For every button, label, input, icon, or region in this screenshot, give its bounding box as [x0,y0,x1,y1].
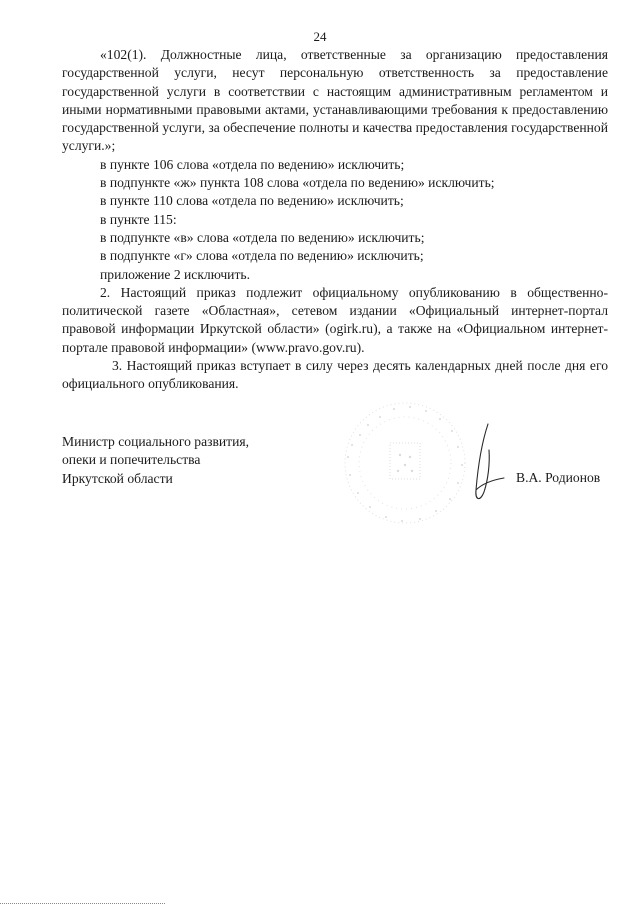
list-item: в подпункте «ж» пункта 108 слова «отдела по ведению» исключить; [100,175,495,191]
list-item: в подпункте «в» слова «отдела по ведению» исключить; [100,229,425,245]
official-seal-stamp [330,395,480,530]
signature-title-line: опеки и попечительства [62,452,201,468]
signature-title [62,433,249,488]
clause-3: 3. Настоящий приказ вступает в силу через десять календарных дней после дня его официального опубликования. [62,358,608,392]
signature-title-line: Иркутской области [62,470,173,486]
paragraph-102-1: «102(1). Должностные лица, ответственные за организацию предоставления государственной услуги, несут персональную ответственность за предоставление государственной услуги в соответствии с настоящим административным регламентом и иными нормативными правовыми актами, устанавливающими требования к предоставлению государственной услуги, за обеспечение полноты и качества предоставления государственной услуги.»; [62,47,608,154]
handwritten-signature [460,420,510,510]
signer-name: В.А. Родионов [516,470,601,485]
list-item: в пункте 106 слова «отдела по ведению» исключить; [100,156,405,172]
clause-2: 2. Настоящий приказ подлежит официальному опубликованию в общественно-политической газете «Областная», сетевом издании «Официальный интернет-портал правовой информации Иркутской области» (ogirk.ru), а также на «Официальном интернет-портале правовой информации» (www.pravo.gov.ru). [62,284,608,355]
document-body [62,46,608,394]
page-number: 24 [313,29,327,44]
signature-title-line: Министр социального развития, [62,434,250,449]
list-item: приложение 2 исключить. [100,266,250,282]
list-item: в пункте 110 слова «отдела по ведению» исключить; [100,193,404,209]
list-item: в пункте 115: [100,211,177,227]
list-item: в подпункте «г» слова «отдела по ведению» исключить; [100,248,424,264]
footer-rule [0,903,165,904]
